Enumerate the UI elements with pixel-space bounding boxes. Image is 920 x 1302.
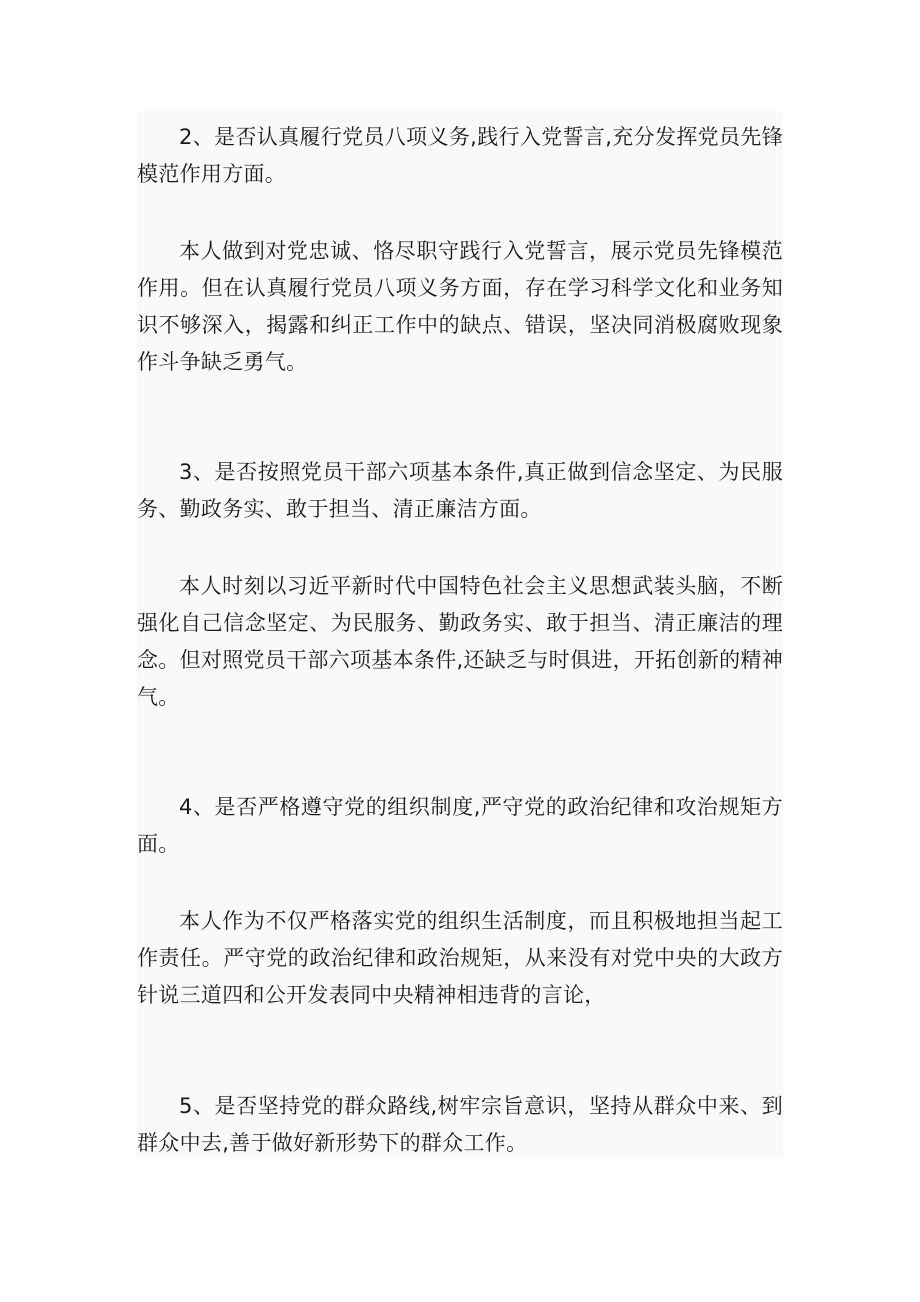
question-2-heading: 2、是否认真履行党员八项义务,践行入党誓言,充分发挥党员先锋模范作用方面。: [137, 125, 783, 186]
question-3-heading: 3、是否按照党员干部六项基本条件,真正做到信念坚定、为民服务、勤政务实、敢于担当、清正廉洁方面。: [137, 460, 783, 521]
question-4-heading: 4、是否严格遵守党的组织制度,严守党的政治纪律和攻治规矩方面。: [137, 795, 783, 856]
answer-4-paragraph: 本人作为不仅严格落实党的组织生活制度，而且积极地担当起工作责任。严守党的政治纪律和政治规矩，从来没有对党中央的大政方针说三道四和公开发表同中央精神相违背的言论，: [137, 909, 783, 1007]
question-5-heading: 5、是否坚持党的群众路线,树牢宗旨意识，坚持从群众中来、到群众中去,善于做好新形势下的群众工作。: [137, 1094, 783, 1155]
document-page: [137, 111, 783, 1157]
answer-2-paragraph: 本人做到对党忠诚、恪尽职守践行入党誓言，展示党员先锋模范作用。但在认真履行党员八项义务方面，存在学习科学文化和业务知识不够深入，揭露和纠正工作中的缺点、错误，坚决同消极腐败现象作斗争缺乏勇气。: [137, 239, 783, 374]
answer-3-paragraph: 本人时刻以习近平新时代中国特色社会主义思想武装头脑，不断强化自己信念坚定、为民服务、勤政务实、敢于担当、清正廉洁的理念。但对照党员干部六项基本条件,还缺乏与时俱进，开拓创新的精神气。: [137, 574, 783, 709]
